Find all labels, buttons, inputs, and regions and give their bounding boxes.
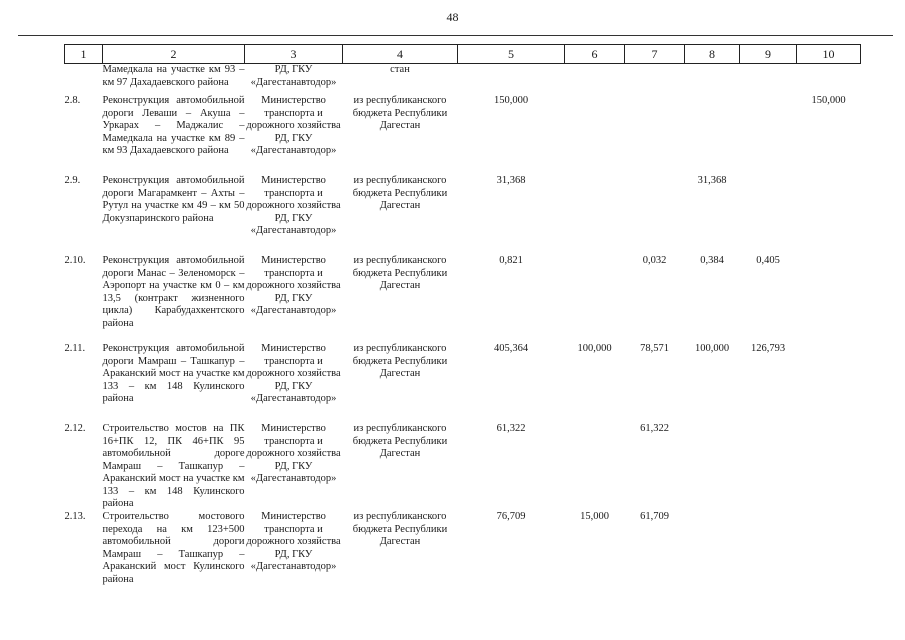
year-amount: 0,384 [700,255,724,266]
funding-source: из республиканского бюджета Республики Дагестан [352,423,448,459]
measure-name: Реконструкция автомобильной дороги Леваши – Акуша – Уркарах – Маджалис – Мамедкала на участке км 89 – км 93 Дахадаевского района [102,95,245,156]
year-amount: 0,032 [642,255,667,266]
year-amount [685,95,740,175]
year-amount [740,95,797,175]
row-number: 2.9. [64,175,81,186]
responsible-org: Министерство транспорта и дорожного хозяйства РД, ГКУ «Дагестанавтодор» [246,511,341,572]
year-amount [740,423,797,511]
column-header: 5 [458,45,565,64]
row-number: 2.13. [64,511,86,522]
year-amount [797,175,861,255]
year-amount [740,511,797,599]
column-header: 1 [65,45,103,64]
year-amount: 0,405 [756,255,780,266]
column-header: 4 [343,45,458,64]
row-number: 2.12. [64,423,86,434]
responsible-org: Министерство транспорта и дорожного хозяйства РД, ГКУ «Дагестанавтодор» [246,343,341,404]
column-header: 3 [245,45,343,64]
column-header: 9 [740,45,797,64]
measure-name: Строительство мостового перехода на км 123+500 автомобильной дороги Мамраш – Ташкапур – Араканский мост Кулинского района [102,511,245,585]
table-row [65,95,861,175]
funding-source: из республиканского бюджета Республики Дагестан [352,343,448,379]
year-amount: 31,368 [697,175,727,186]
row-number: 2.10. [64,255,86,266]
year-amount [797,255,861,343]
table-row [65,175,861,255]
table-row [65,255,861,343]
responsible-org: Министерство транспорта и дорожного хозяйства РД, ГКУ «Дагестанавтодор» [246,255,341,316]
responsible-org: Министерство транспорта и дорожного хозяйства РД, ГКУ «Дагестанавтодор» [246,175,341,236]
year-amount [797,423,861,511]
measure-name: Реконструкция автомобильной дороги Магарамкент – Ахты – Рутул на участке км 49 – км 50 Докузпаринского района [102,175,245,224]
year-amount: 126,793 [750,343,786,354]
funding-source: из республиканского бюджета Республики Дагестан [352,255,448,291]
row-number: 2.11. [64,343,86,354]
responsible-org: Министерство транспорта и дорожного хозяйства РД, ГКУ «Дагестанавтодор» [246,95,341,156]
total-amount: 76,709 [496,511,526,522]
responsible-org: Министерство транспорта и дорожного хозяйства РД, ГКУ «Дагестанавтодор» [246,423,341,484]
year-amount [685,423,740,511]
table-row [65,511,861,599]
year-amount [565,95,625,175]
year-amount: 100,000 [694,343,730,354]
measure-name: Строительство мостов на ПК 16+ПК 12, ПК 46+ПК 95 автомобильной дороге Мамраш – Ташкапур – Араканский мост на участке км 133 – км 148 Кулинского района [102,423,245,509]
column-header: 8 [685,45,740,64]
total-amount: 0,821 [499,255,523,266]
year-amount [797,343,861,423]
year-amount: 150,000 [811,95,846,106]
year-amount: 100,000 [577,343,612,354]
column-header: 7 [625,45,685,64]
continuation-name: Мамедкала на участке км 93 – км 97 Дахадаевского района [102,64,245,88]
year-amount [625,175,685,255]
continuation-org: РД, ГКУ «Дагестанавтодор» [250,64,337,88]
year-amount [565,423,625,511]
year-amount [685,511,740,599]
continuation-source: стан [390,64,410,75]
header-row [65,45,861,64]
total-amount: 405,364 [493,343,529,354]
measure-name: Реконструкция автомобильной дороги Манас – Зеленоморск – Аэропорт на участке км 0 – км 13,5 (контракт жизненного цикла) Карабудахкентского района [102,255,245,329]
row-number: 2.8. [64,95,81,106]
year-amount [625,95,685,175]
year-amount [740,175,797,255]
column-header: 10 [797,45,861,64]
funding-source: из республиканского бюджета Республики Дагестан [352,175,448,211]
column-header: 6 [565,45,625,64]
year-amount [565,255,625,343]
column-header: 2 [103,45,245,64]
year-amount: 15,000 [580,511,609,522]
measure-name: Реконструкция автомобильной дороги Мамраш – Ташкапур – Араканский мост на участке км 133 – км 148 Кулинского района [102,343,245,404]
total-amount: 150,000 [493,95,529,106]
continuation-row [65,64,861,96]
year-amount [797,511,861,599]
total-amount: 61,322 [496,423,526,434]
table-row [65,423,861,511]
funding-source: из республиканского бюджета Республики Дагестан [352,511,448,547]
table-row [65,343,861,423]
page-number: 48 [446,10,459,24]
year-amount: 78,571 [640,343,669,354]
year-amount: 61,322 [640,423,669,434]
program-table [64,44,861,599]
top-rule [18,35,893,36]
funding-source: из республиканского бюджета Республики Дагестан [352,95,448,131]
year-amount [565,175,625,255]
year-amount: 61,709 [640,511,669,522]
total-amount: 31,368 [496,175,526,186]
